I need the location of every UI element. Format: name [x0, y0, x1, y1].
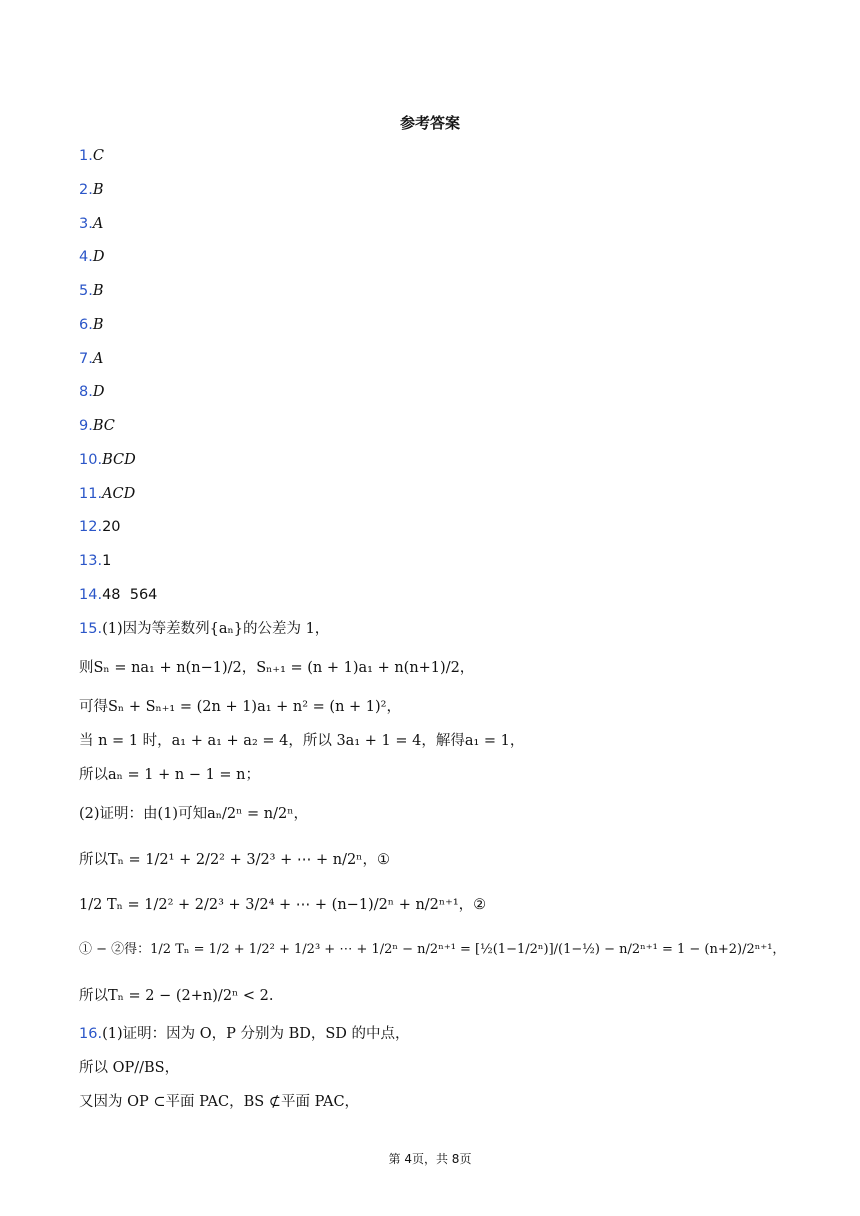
answer-number: 14.: [79, 587, 103, 603]
answer-line: [79, 180, 104, 200]
answer-number: 1.: [79, 148, 93, 164]
answer-line: [79, 416, 115, 436]
answer-value: BCD: [102, 452, 136, 468]
page-title: 参考答案: [399, 114, 460, 132]
solution-line: 则Sₙ = na₁ + n(n−1)/2，Sₙ₊₁ = (n + 1)a₁ + n(n+1)/2，: [79, 660, 475, 676]
solution-line: [79, 1024, 410, 1044]
answer-value: B: [92, 283, 104, 299]
question-number: 15.: [79, 621, 103, 637]
answer-value: A: [92, 351, 104, 367]
solution-line: 所以aₙ = 1 + n − 1 = n；: [79, 767, 261, 783]
answer-line: [79, 517, 121, 537]
question-number: 16.: [79, 1026, 103, 1042]
answer-number: 5.: [79, 283, 93, 299]
answer-line: [79, 281, 104, 301]
solution-line: [79, 619, 329, 639]
answer-line: [79, 247, 104, 267]
answer-number: 12.: [79, 519, 103, 535]
answer-value: A: [92, 216, 104, 232]
answer-value: B: [92, 182, 104, 198]
solution-line: 所以 OP//BS，: [79, 1060, 180, 1076]
solution-text: (1)因为等差数列{aₙ}的公差为 1，: [102, 621, 330, 637]
answer-number: 8.: [79, 384, 93, 400]
solution-text: (1)证明：因为 O，P 分别为 BD，SD 的中点，: [102, 1026, 410, 1042]
answer-line: [79, 551, 111, 571]
solution-line: 又因为 OP ⊂平面 PAC，BS ⊄平面 PAC，: [79, 1094, 360, 1110]
answer-number: 11.: [79, 486, 103, 502]
answer-value: 20: [102, 519, 121, 535]
answer-value: D: [92, 384, 105, 400]
solution-line: 所以Tₙ = 2 − (2+n)/2ⁿ < 2.: [79, 988, 274, 1004]
solution-line: 当 n = 1 时，a₁ + a₁ + a₂ = 4，所以 3a₁ + 1 = 4，解得a₁ = 1，: [79, 733, 525, 749]
answer-value: BC: [92, 418, 115, 434]
solution-line: ① − ②得：1/2 Tₙ = 1/2 + 1/2² + 1/2³ + ⋯ + 1/2ⁿ − n/2ⁿ⁺¹ = [½(1−1/2ⁿ)]/(1−½) − n/2ⁿ⁺¹ = 1 − (n+2)/2ⁿ⁺¹，: [79, 942, 786, 957]
answer-number: 6.: [79, 317, 93, 333]
solution-line: 1/2 Tₙ = 1/2² + 2/2³ + 3/2⁴ + ⋯ + (n−1)/2ⁿ + n/2ⁿ⁺¹，②: [79, 897, 487, 913]
solution-line: (2)证明：由(1)可知aₙ/2ⁿ = n/2ⁿ，: [79, 806, 308, 822]
answer-line: [79, 585, 157, 605]
answer-number: 7.: [79, 351, 93, 367]
page-footer: 第 4页，共 8页: [388, 1152, 472, 1166]
answer-value: 48 564: [102, 587, 158, 603]
solution-line: 可得Sₙ + Sₙ₊₁ = (2n + 1)a₁ + n² = (n + 1)²，: [79, 699, 401, 715]
answer-value: 1: [102, 553, 112, 569]
answer-line: [79, 484, 135, 504]
solution-line: 所以Tₙ = 1/2¹ + 2/2² + 3/2³ + ⋯ + n/2ⁿ，①: [79, 852, 390, 868]
answer-line: [79, 214, 103, 234]
answer-line: [79, 315, 104, 335]
answer-line: [79, 349, 103, 369]
answer-number: 3.: [79, 216, 93, 232]
answer-value: ACD: [102, 486, 136, 502]
answer-number: 9.: [79, 418, 93, 434]
answer-value: D: [92, 249, 105, 265]
answer-number: 4.: [79, 249, 93, 265]
answer-number: 13.: [79, 553, 103, 569]
answer-value: C: [92, 148, 104, 164]
answer-number: 10.: [79, 452, 103, 468]
answer-value: B: [92, 317, 104, 333]
answer-line: [79, 450, 136, 470]
answer-line: [79, 382, 104, 402]
answer-line: [79, 146, 104, 166]
answer-number: 2.: [79, 182, 93, 198]
